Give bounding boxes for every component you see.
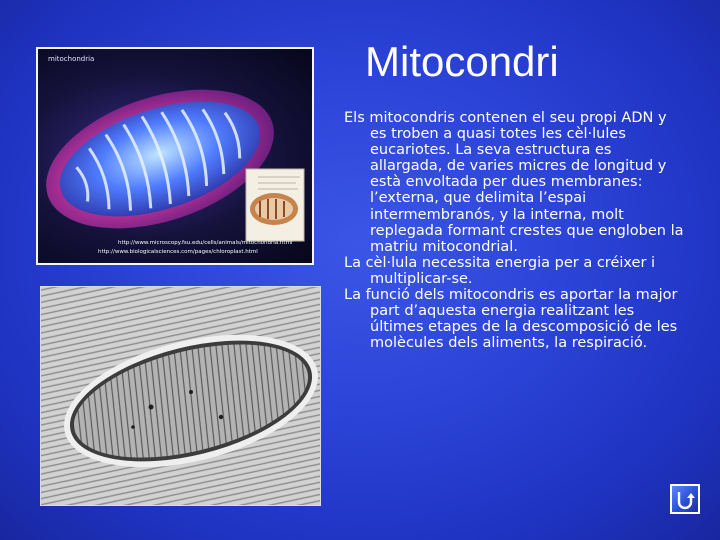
paragraph: Els mitocondris contenen el seu propi ADN y es troben a quasi totes les cèl·lules eucariotes. La seva estructura es allargada, de varies micres de longitud y està envoltada per dues membranes: l’externa, que delimita l’espai intermembranós, y la interna, molt replegada formant crestes que engloben la matriu mitocondrial. — [344, 110, 684, 255]
image-caption: mitochondria — [48, 55, 95, 63]
return-button[interactable] — [670, 484, 700, 514]
return-arrow-icon — [672, 486, 698, 512]
mitochondria-electron-micrograph — [40, 286, 321, 506]
mitochondria-3d-illustration — [36, 47, 314, 265]
paragraph: La cèl·lula necessita energia per a créixer i multiplicar-se. — [344, 254, 656, 287]
body-text — [344, 110, 686, 351]
slide-title: Mitocondri — [365, 38, 559, 85]
paragraph: La funció dels mitocondris es aportar la major part d’aquesta energia realitzant les últimes etapes de la descomposició de les molècules dels aliments, la respiració. — [344, 287, 678, 352]
image-source-url: http://www.microscopy.fsu.edu/cells/animals/mitochondria.html — [118, 240, 293, 246]
image-source-url: http://www.biologicalsciences.com/pages/chloroplast.html — [98, 249, 258, 255]
